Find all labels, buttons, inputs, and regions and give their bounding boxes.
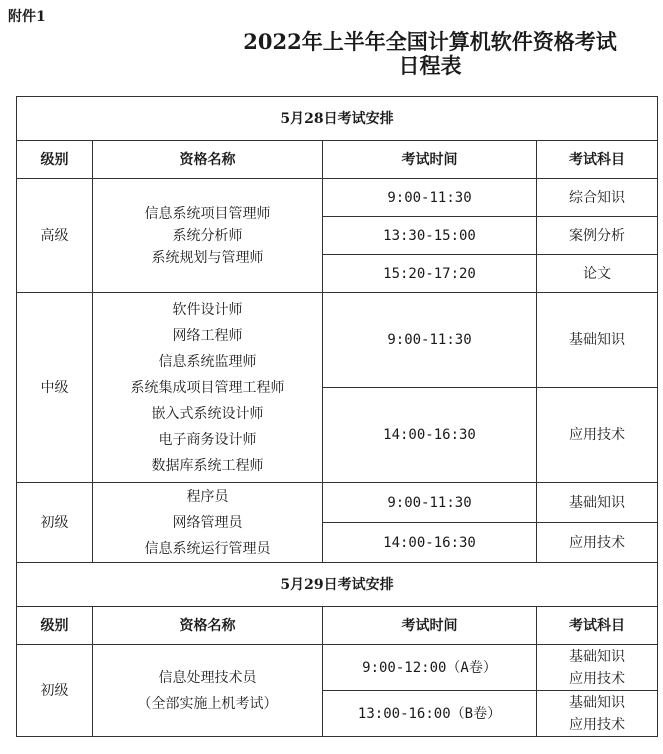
qualification-name: 数据库系统工程师: [151, 457, 264, 474]
middle-qualifications: [93, 293, 323, 483]
level-middle: 中级: [17, 293, 93, 483]
subject-line: 应用技术: [569, 670, 626, 687]
col-level: 级别: [17, 141, 93, 179]
col-time: 考试时间: [323, 607, 537, 645]
senior-qualifications: [93, 179, 323, 293]
qualification-name: 网络工程师: [172, 327, 243, 344]
subject-line: 基础知识: [569, 694, 626, 711]
exam-subject: 基础知识: [537, 483, 658, 523]
exam-subject: 基础知识: [537, 293, 658, 388]
exam-subject: 综合知识: [537, 179, 658, 217]
exam-time: 14:00-16:30: [323, 388, 537, 483]
level-junior-day2: 初级: [17, 645, 93, 737]
col-subject: 考试科目: [537, 141, 658, 179]
exam-time: 9:00-11:30: [323, 179, 537, 217]
exam-time: 15:20-17:20: [323, 255, 537, 293]
col-qualification: 资格名称: [93, 607, 323, 645]
subject-line: 应用技术: [569, 716, 626, 733]
exam-schedule-table: [16, 96, 658, 737]
exam-time: 13:00-16:00（B卷）: [323, 691, 537, 737]
col-qualification: 资格名称: [93, 141, 323, 179]
exam-subject: 应用技术: [537, 388, 658, 483]
qualification-name: 网络管理员: [172, 514, 243, 531]
level-junior: 初级: [17, 483, 93, 563]
exam-subject: 论文: [537, 255, 658, 293]
day2-qualifications: [93, 645, 323, 737]
qualification-name: 信息系统项目管理师: [144, 205, 271, 222]
junior-qualifications: [93, 483, 323, 563]
title-line-2: 日程表: [398, 53, 462, 78]
qualification-note: （全部实施上机考试）: [137, 695, 278, 712]
page-title: [200, 30, 660, 78]
exam-time: 9:00-11:30: [323, 293, 537, 388]
qualification-name: 软件设计师: [172, 301, 243, 318]
subject-line: 基础知识: [569, 648, 626, 665]
title-line-1: 2022年上半年全国计算机软件资格考试: [243, 29, 617, 54]
qualification-name: 系统集成项目管理工程师: [130, 379, 285, 396]
qualification-name: 系统分析师: [172, 227, 243, 244]
qualification-name: 程序员: [186, 488, 229, 505]
exam-time: 9:00-12:00（A卷）: [323, 645, 537, 691]
exam-subject: 案例分析: [537, 217, 658, 255]
exam-subject: [537, 645, 658, 691]
qualification-name: 信息系统监理师: [158, 353, 257, 370]
exam-subject: 应用技术: [537, 523, 658, 563]
qualification-name: 系统规划与管理师: [151, 249, 264, 266]
exam-time: 13:30-15:00: [323, 217, 537, 255]
qualification-name: 信息系统运行管理员: [144, 540, 271, 557]
qualification-name: 信息处理技术员: [158, 669, 257, 686]
day2-heading: 5月29日考试安排: [17, 563, 658, 607]
exam-subject: [537, 691, 658, 737]
col-subject: 考试科目: [537, 607, 658, 645]
day1-heading: 5月28日考试安排: [17, 97, 658, 141]
qualification-name: 嵌入式系统设计师: [151, 405, 264, 422]
exam-time: 14:00-16:30: [323, 523, 537, 563]
col-time: 考试时间: [323, 141, 537, 179]
qualification-name: 电子商务设计师: [158, 431, 257, 448]
exam-time: 9:00-11:30: [323, 483, 537, 523]
attachment-label: 附件1: [8, 9, 46, 25]
level-senior: 高级: [17, 179, 93, 293]
col-level: 级别: [17, 607, 93, 645]
